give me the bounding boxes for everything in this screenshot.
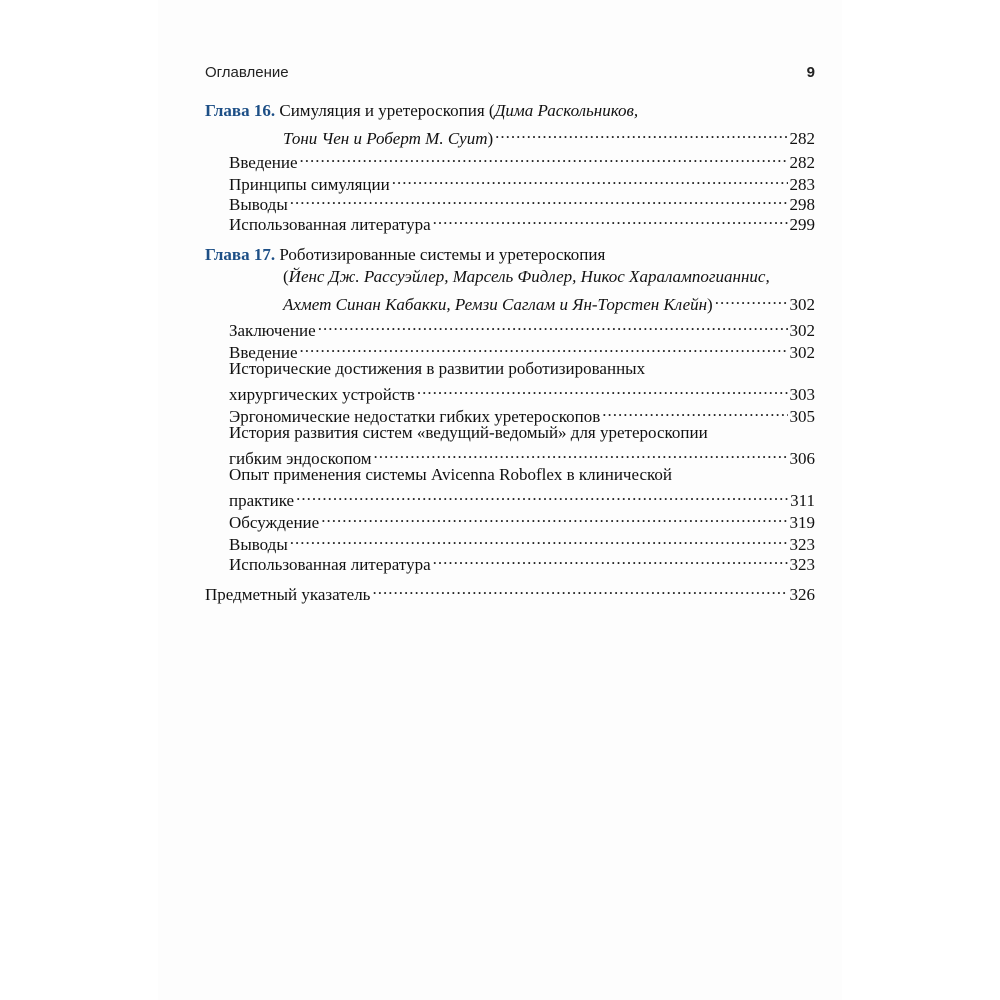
toc-entry-title: Введение bbox=[229, 343, 298, 362]
chapter-16-authors-row[interactable] bbox=[283, 122, 815, 148]
toc-entry-title: Заключение bbox=[229, 321, 316, 340]
toc-entry-line1[interactable] bbox=[229, 358, 815, 380]
leader-dots bbox=[392, 168, 788, 190]
index-page: 326 bbox=[789, 585, 815, 604]
toc-entry-line2[interactable] bbox=[229, 442, 815, 468]
chapter-17-authors-row-1 bbox=[283, 266, 815, 288]
leader-dots bbox=[374, 442, 788, 464]
toc-entry[interactable] bbox=[229, 168, 815, 194]
toc-entry-line1[interactable] bbox=[229, 422, 815, 444]
toc-entry-line2[interactable] bbox=[229, 484, 815, 510]
leader-dots bbox=[300, 146, 788, 168]
toc-entry[interactable] bbox=[229, 400, 815, 426]
toc-entry[interactable] bbox=[229, 506, 815, 532]
toc-entry-page: 299 bbox=[789, 215, 815, 234]
chapter-17-label: Глава 17. bbox=[205, 245, 276, 264]
toc-entry[interactable] bbox=[229, 548, 815, 574]
leader-dots bbox=[433, 208, 788, 230]
toc-entry-title: Эргономические недостатки гибких уретероскопов bbox=[229, 407, 601, 426]
toc-entry-page: 283 bbox=[789, 175, 815, 194]
chapter-17-page: 302 bbox=[789, 295, 815, 314]
toc-entry-title: Выводы bbox=[229, 535, 288, 554]
toc-entry-title-cont: гибким эндоскопом bbox=[229, 449, 372, 468]
leader-dots bbox=[290, 528, 788, 550]
chapter-16-title: Симуляция и уретероскопия ( bbox=[279, 101, 495, 120]
leader-dots bbox=[602, 400, 787, 422]
leader-dots bbox=[318, 314, 788, 336]
leader-dots bbox=[433, 548, 788, 570]
toc-entry-page: 302 bbox=[789, 321, 815, 340]
toc-entry-title: Использованная литература bbox=[229, 215, 431, 234]
leader-dots bbox=[321, 506, 787, 528]
leader-dots bbox=[296, 484, 788, 506]
toc-entry-title: История развития систем «ведущий-ведомый» для уретероскопии bbox=[229, 423, 708, 442]
toc-entry-title: Введение bbox=[229, 153, 298, 172]
toc-entry-title: Опыт применения системы Avicenna Roboflex в клинической bbox=[229, 465, 672, 484]
toc-entry-page: 282 bbox=[789, 153, 815, 172]
toc-entry-title: Выводы bbox=[229, 195, 288, 214]
leader-dots bbox=[417, 378, 788, 400]
page-header bbox=[205, 64, 815, 84]
leader-dots bbox=[290, 188, 788, 210]
leader-dots bbox=[372, 578, 787, 600]
leader-dots bbox=[300, 336, 788, 358]
toc-entry-page: 303 bbox=[789, 385, 815, 404]
toc-entry-line2[interactable] bbox=[229, 378, 815, 404]
toc-entry-title: Использованная литература bbox=[229, 555, 431, 574]
toc-entry-page: 323 bbox=[789, 555, 815, 574]
chapter-17-close-paren: ) bbox=[707, 295, 713, 314]
header-title: Оглавление bbox=[205, 64, 289, 81]
chapter-17-heading[interactable] bbox=[205, 244, 815, 266]
toc-entry[interactable] bbox=[229, 528, 815, 554]
chapter-16-close-paren: ) bbox=[487, 129, 494, 148]
chapter-16-authors-line2: Тони Чен и Роберт М. Суит bbox=[283, 129, 488, 148]
toc-entry[interactable] bbox=[229, 336, 815, 362]
toc-entry[interactable] bbox=[229, 146, 815, 172]
toc-entry-page: 323 bbox=[789, 535, 815, 554]
chapter-17-open-paren: ( bbox=[283, 267, 289, 286]
index-title: Предметный указатель bbox=[205, 585, 371, 604]
leader-dots bbox=[495, 122, 787, 144]
toc-entry-page: 311 bbox=[790, 491, 815, 510]
chapter-16-label: Глава 16. bbox=[205, 101, 276, 120]
chapter-16-heading[interactable] bbox=[205, 100, 815, 122]
toc-entry[interactable] bbox=[229, 188, 815, 214]
toc-entry-page: 305 bbox=[789, 407, 815, 426]
toc-entry-page: 302 bbox=[789, 343, 815, 362]
chapter-16-authors-line1: Дима Раскольников, bbox=[494, 101, 639, 120]
toc-entry-page: 298 bbox=[789, 195, 815, 214]
toc-entry[interactable] bbox=[229, 208, 815, 234]
toc-entry-title-cont: практике bbox=[229, 491, 295, 510]
toc-entry-title-cont: хирургических устройств bbox=[229, 385, 415, 404]
chapter-17-authors-row-2[interactable] bbox=[283, 288, 815, 314]
toc-entry[interactable] bbox=[229, 314, 815, 340]
toc-entry-title: Исторические достижения в развитии роботизированных bbox=[229, 359, 646, 378]
chapter-17-title: Роботизированные системы и уретероскопия bbox=[279, 245, 606, 264]
toc-entry-title: Принципы симуляции bbox=[229, 175, 390, 194]
chapter-17-authors-line2: Ахмет Синан Кабакки, Ремзи Саглам и Ян-Торстен Клейн bbox=[283, 295, 708, 314]
chapter-17-authors-line1: Йенс Дж. Рассуэйлер, Марсель Фидлер, Никос Харалампогианнис, bbox=[288, 267, 770, 286]
chapter-16-page: 282 bbox=[789, 129, 815, 148]
toc-entry-page: 319 bbox=[789, 513, 815, 532]
toc-entry-line1[interactable] bbox=[229, 464, 815, 486]
header-page-number: 9 bbox=[806, 64, 815, 81]
index-entry[interactable] bbox=[205, 578, 815, 604]
leader-dots bbox=[715, 288, 788, 310]
toc-entry-title: Обсуждение bbox=[229, 513, 320, 532]
toc-entry-page: 306 bbox=[789, 449, 815, 468]
